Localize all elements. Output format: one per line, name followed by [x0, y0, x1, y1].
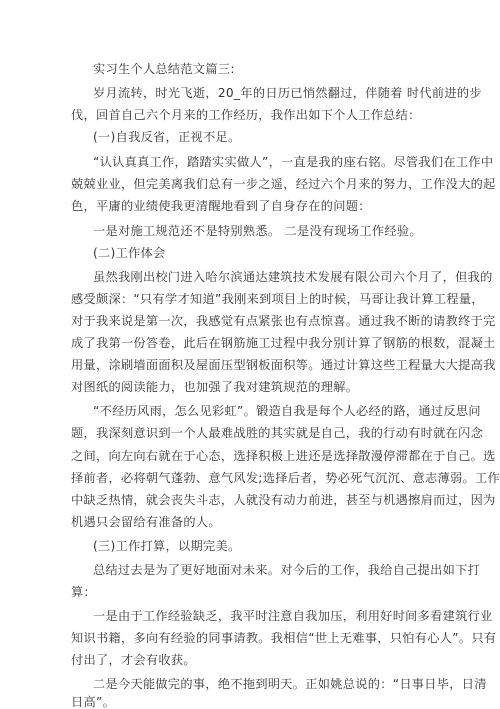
- text-line: 兢兢业业，但完美离我们总有一步之遥，经过六个月来的努力，工作没大的起: [71, 177, 496, 191]
- text-line: 感受颇深：“只有学才知道”我刚来到项目上的时候，马哥让我计算工程量，: [71, 292, 484, 306]
- text-line: (三)工作打算，以期完美。: [93, 539, 241, 553]
- text-line: 择前者，必将朝气蓬勃、意气风发;选择后者，势必死气沉沉、意志薄弱。工作: [71, 471, 500, 485]
- text-line: 二是今天能做完的事，绝不拖到明天。正如姚总说的：“日事日毕，日清: [93, 677, 487, 691]
- text-line: 对图纸的阅读能力，也加强了我对建筑规范的理解。: [71, 380, 359, 394]
- text-line: (一)自我反省，正视不足。: [93, 130, 241, 144]
- text-line: 付出了，才会有收获。: [71, 653, 196, 667]
- text-line: “不经历风雨，怎么见彩虹”。锻造自我是每个人必经的路，通过反思问: [93, 404, 481, 418]
- text-line: 成了我第一份答卷，此后在钢筋施工过程中我分别计算了钢筋的根数，混凝土: [71, 336, 496, 350]
- text-line: 伐，回首自己六个月来的工作经历，我作出如下个人工作总结：: [71, 108, 421, 122]
- text-line: 之间，向左向右就在于心态，选择积极上进还是选择散漫停滞都在于自己。选: [71, 449, 496, 463]
- text-line: 总结过去是为了更好地面对未来。对今后的工作，我给自己提出如下打: [93, 563, 481, 577]
- text-line: (二)工作体会: [93, 246, 166, 260]
- text-line: “认认真真工作，踏踏实实做人”，一直是我的座右铭。尽管我们在工作中: [93, 155, 494, 169]
- text-line: 一是对施工规范还不是特别熟悉。 二是没有现场工作经验。: [93, 224, 422, 238]
- text-line: 用量，涂刷墙面面积及屋面压型钢板面积等。通过计算这些工程量大大提高我: [71, 358, 496, 372]
- text-line: 算：: [71, 585, 96, 599]
- text-line: 题，我深刻意识到一个人最难战胜的其实就是自己，我的行动有时就在闪念: [71, 426, 484, 440]
- text-line: 色，平庸的业绩使我更清醒地看到了自身存在的问题：: [71, 199, 371, 213]
- text-line: 虽然我刚出校门进入哈尔滨通达建筑技术发展有限公司六个月了，但我的: [93, 270, 493, 284]
- text-line: 实习生个人总结范文篇三:: [93, 62, 235, 76]
- text-line: 岁月流转，时光飞逝，20_年的日历已悄然翻过，伴随着 时代前进的步: [93, 86, 482, 100]
- text-line: 一是由于工作经验缺乏，我平时注意自我加压，利用好时间多看建筑行业: [93, 609, 493, 623]
- text-line: 中缺乏热情，就会丧失斗志，人就没有动力前进，甚至与机遇擦肩而过，因为: [71, 493, 496, 507]
- text-line: 对于我来说是第一次，我感觉有点紧张也有点惊喜。通过我不断的请教终于完: [71, 314, 496, 328]
- text-line: 知识书籍，多向有经验的同事请教。我相信“世上无难事，只怕有心人”。只有: [71, 631, 497, 645]
- text-line: 机遇只会留给有准备的人。: [71, 515, 221, 529]
- text-line: 日高”。: [71, 695, 116, 709]
